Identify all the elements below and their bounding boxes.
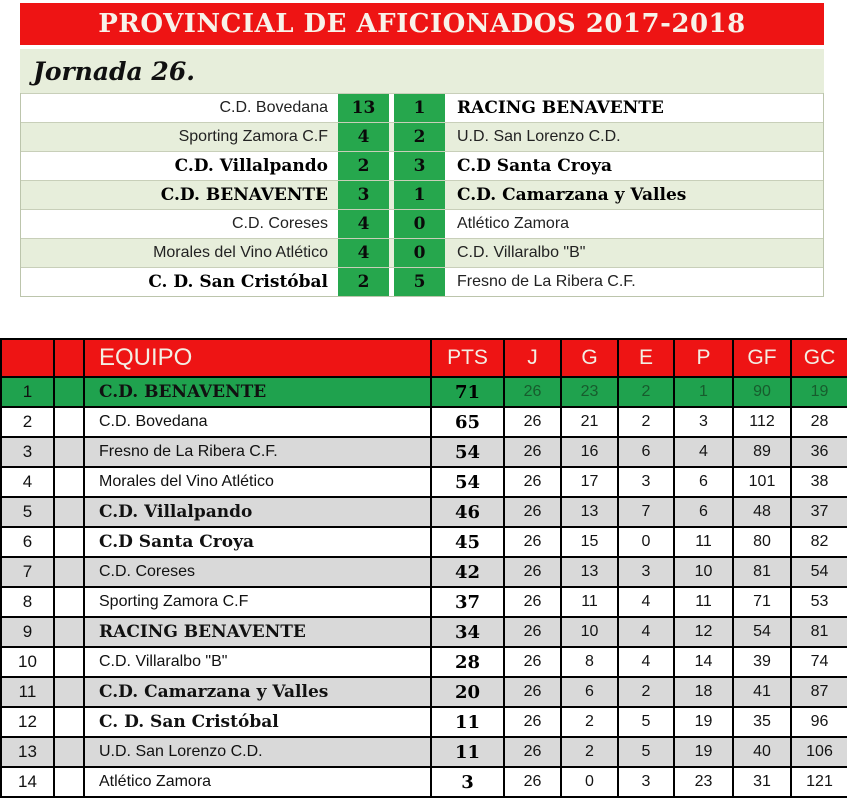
goals-against: 38 <box>791 467 847 497</box>
goals-for: 40 <box>733 737 791 767</box>
goals-for: 35 <box>733 707 791 737</box>
goals-for: 89 <box>733 437 791 467</box>
lost: 6 <box>674 467 733 497</box>
team-name: Morales del Vino Atlético <box>84 467 431 497</box>
points: 11 <box>431 707 504 737</box>
team-name: C.D. Camarzana y Valles <box>84 677 431 707</box>
home-score: 3 <box>338 181 389 209</box>
won: 8 <box>561 647 618 677</box>
spacer-cell <box>54 467 84 497</box>
goals-against: 121 <box>791 767 847 797</box>
home-team: C.D. BENAVENTE <box>160 185 328 205</box>
away-score: 2 <box>394 123 445 151</box>
points: 11 <box>431 737 504 767</box>
competition-banner <box>20 3 824 45</box>
played: 26 <box>504 707 561 737</box>
team-name: RACING BENAVENTE <box>84 617 431 647</box>
section-gap <box>0 297 847 338</box>
position: 7 <box>1 557 54 587</box>
lost: 14 <box>674 647 733 677</box>
table-row <box>1 557 847 587</box>
goals-for: 101 <box>733 467 791 497</box>
played: 26 <box>504 767 561 797</box>
points: 34 <box>431 617 504 647</box>
drawn: 7 <box>618 497 674 527</box>
away-score: 0 <box>394 239 445 267</box>
goals-for: 80 <box>733 527 791 557</box>
team-name: C.D. Bovedana <box>84 407 431 437</box>
goals-against: 54 <box>791 557 847 587</box>
points: 3 <box>431 767 504 797</box>
won: 13 <box>561 557 618 587</box>
match-row <box>21 122 823 151</box>
home-score: 4 <box>338 123 389 151</box>
lost: 12 <box>674 617 733 647</box>
spacer-cell <box>54 377 84 407</box>
match-row <box>21 151 823 180</box>
goals-against: 36 <box>791 437 847 467</box>
team-name: C.D. BENAVENTE <box>84 377 431 407</box>
match-row <box>21 180 823 209</box>
points: 37 <box>431 587 504 617</box>
table-row <box>1 587 847 617</box>
position: 3 <box>1 437 54 467</box>
lost: 11 <box>674 527 733 557</box>
goals-against: 53 <box>791 587 847 617</box>
table-row <box>1 617 847 647</box>
home-team: C.D. Coreses <box>231 215 328 232</box>
played: 26 <box>504 587 561 617</box>
won: 11 <box>561 587 618 617</box>
drawn: 4 <box>618 647 674 677</box>
team-name: C.D Santa Croya <box>84 527 431 557</box>
played: 26 <box>504 557 561 587</box>
won: 2 <box>561 707 618 737</box>
home-score: 2 <box>338 152 389 180</box>
header-g: G <box>561 339 618 377</box>
home-team: C.D. Villalpando <box>174 156 328 176</box>
played: 26 <box>504 437 561 467</box>
header-gc: GC <box>791 339 847 377</box>
position: 8 <box>1 587 54 617</box>
goals-against: 96 <box>791 707 847 737</box>
standings-header-row <box>1 339 847 377</box>
table-row <box>1 527 847 557</box>
team-name: C. D. San Cristóbal <box>84 707 431 737</box>
drawn: 4 <box>618 617 674 647</box>
won: 13 <box>561 497 618 527</box>
position: 10 <box>1 647 54 677</box>
won: 0 <box>561 767 618 797</box>
lost: 19 <box>674 707 733 737</box>
won: 23 <box>561 377 618 407</box>
lost: 10 <box>674 557 733 587</box>
team-name: Sporting Zamora C.F <box>84 587 431 617</box>
match-row <box>21 209 823 238</box>
table-row <box>1 737 847 767</box>
points: 54 <box>431 467 504 497</box>
drawn: 2 <box>618 377 674 407</box>
lost: 23 <box>674 767 733 797</box>
spacer-cell <box>54 557 84 587</box>
away-score: 1 <box>394 94 445 122</box>
spacer-cell <box>54 767 84 797</box>
spacer-cell <box>54 587 84 617</box>
points: 65 <box>431 407 504 437</box>
table-row <box>1 647 847 677</box>
goals-for: 112 <box>733 407 791 437</box>
position: 1 <box>1 377 54 407</box>
goals-against: 87 <box>791 677 847 707</box>
match-row <box>21 93 823 122</box>
goals-against: 28 <box>791 407 847 437</box>
played: 26 <box>504 647 561 677</box>
standings-table <box>0 338 847 798</box>
away-team: U.D. San Lorenzo C.D. <box>457 128 621 145</box>
played: 26 <box>504 497 561 527</box>
away-team: Fresno de La Ribera C.F. <box>457 273 636 290</box>
drawn: 3 <box>618 557 674 587</box>
lost: 11 <box>674 587 733 617</box>
match-row <box>21 238 823 267</box>
lost: 4 <box>674 437 733 467</box>
played: 26 <box>504 737 561 767</box>
team-name: Atlético Zamora <box>84 767 431 797</box>
position: 4 <box>1 467 54 497</box>
team-name: C.D. Villaralbo "B" <box>84 647 431 677</box>
team-name: Fresno de La Ribera C.F. <box>84 437 431 467</box>
jornada-band <box>20 49 824 93</box>
goals-for: 81 <box>733 557 791 587</box>
points: 46 <box>431 497 504 527</box>
team-name: U.D. San Lorenzo C.D. <box>84 737 431 767</box>
table-row <box>1 677 847 707</box>
goals-for: 41 <box>733 677 791 707</box>
home-score: 4 <box>338 210 389 238</box>
match-row <box>21 267 823 296</box>
goals-against: 19 <box>791 377 847 407</box>
away-team: RACING BENAVENTE <box>457 98 664 118</box>
table-row <box>1 407 847 437</box>
points: 45 <box>431 527 504 557</box>
header-spacer <box>54 339 84 377</box>
lost: 1 <box>674 377 733 407</box>
played: 26 <box>504 377 561 407</box>
goals-against: 37 <box>791 497 847 527</box>
goals-against: 81 <box>791 617 847 647</box>
team-name: C.D. Villalpando <box>84 497 431 527</box>
away-score: 0 <box>394 210 445 238</box>
away-score: 5 <box>394 268 445 296</box>
header-gf: GF <box>733 339 791 377</box>
header-equipo: EQUIPO <box>84 339 431 377</box>
points: 54 <box>431 437 504 467</box>
away-team: C.D. Villaralbo "B" <box>457 244 586 261</box>
points: 42 <box>431 557 504 587</box>
spacer-cell <box>54 707 84 737</box>
header-j: J <box>504 339 561 377</box>
won: 10 <box>561 617 618 647</box>
home-team: C. D. San Cristóbal <box>148 272 328 292</box>
position: 11 <box>1 677 54 707</box>
position: 5 <box>1 497 54 527</box>
position: 9 <box>1 617 54 647</box>
table-row <box>1 707 847 737</box>
table-row <box>1 467 847 497</box>
goals-against: 82 <box>791 527 847 557</box>
spacer-cell <box>54 407 84 437</box>
home-team: C.D. Bovedana <box>219 99 328 116</box>
points: 20 <box>431 677 504 707</box>
won: 21 <box>561 407 618 437</box>
position: 6 <box>1 527 54 557</box>
drawn: 5 <box>618 737 674 767</box>
competition-title: PROVINCIAL DE AFICIONADOS 2017-2018 <box>98 9 746 39</box>
spacer-cell <box>54 617 84 647</box>
spacer-cell <box>54 437 84 467</box>
drawn: 5 <box>618 707 674 737</box>
drawn: 2 <box>618 677 674 707</box>
points: 71 <box>431 377 504 407</box>
drawn: 6 <box>618 437 674 467</box>
drawn: 4 <box>618 587 674 617</box>
home-team: Morales del Vino Atlético <box>153 244 328 261</box>
table-row <box>1 437 847 467</box>
away-team: C.D. Camarzana y Valles <box>457 185 687 205</box>
table-row <box>1 767 847 797</box>
results-table <box>20 93 824 297</box>
table-row <box>1 497 847 527</box>
away-score: 1 <box>394 181 445 209</box>
header-position <box>1 339 54 377</box>
position: 12 <box>1 707 54 737</box>
home-score: 2 <box>338 268 389 296</box>
spacer-cell <box>54 497 84 527</box>
played: 26 <box>504 527 561 557</box>
drawn: 0 <box>618 527 674 557</box>
home-score: 13 <box>338 94 389 122</box>
position: 14 <box>1 767 54 797</box>
goals-for: 90 <box>733 377 791 407</box>
jornada-label: Jornada 26. <box>33 56 195 86</box>
played: 26 <box>504 407 561 437</box>
home-team: Sporting Zamora C.F <box>178 128 328 145</box>
spacer-cell <box>54 527 84 557</box>
played: 26 <box>504 617 561 647</box>
won: 16 <box>561 437 618 467</box>
won: 15 <box>561 527 618 557</box>
position: 2 <box>1 407 54 437</box>
spacer-cell <box>54 737 84 767</box>
drawn: 2 <box>618 407 674 437</box>
lost: 3 <box>674 407 733 437</box>
away-score: 3 <box>394 152 445 180</box>
goals-against: 106 <box>791 737 847 767</box>
won: 2 <box>561 737 618 767</box>
won: 17 <box>561 467 618 497</box>
goals-for: 39 <box>733 647 791 677</box>
team-name: C.D. Coreses <box>84 557 431 587</box>
points: 28 <box>431 647 504 677</box>
away-team: C.D Santa Croya <box>457 156 612 176</box>
spacer-cell <box>54 647 84 677</box>
header-pts: PTS <box>431 339 504 377</box>
lost: 18 <box>674 677 733 707</box>
goals-for: 48 <box>733 497 791 527</box>
drawn: 3 <box>618 467 674 497</box>
spacer-cell <box>54 677 84 707</box>
played: 26 <box>504 677 561 707</box>
won: 6 <box>561 677 618 707</box>
drawn: 3 <box>618 767 674 797</box>
header-p: P <box>674 339 733 377</box>
away-team: Atlético Zamora <box>457 215 570 232</box>
home-score: 4 <box>338 239 389 267</box>
goals-for: 71 <box>733 587 791 617</box>
table-row <box>1 377 847 407</box>
played: 26 <box>504 467 561 497</box>
goals-for: 54 <box>733 617 791 647</box>
goals-for: 31 <box>733 767 791 797</box>
goals-against: 74 <box>791 647 847 677</box>
position: 13 <box>1 737 54 767</box>
lost: 6 <box>674 497 733 527</box>
header-e: E <box>618 339 674 377</box>
lost: 19 <box>674 737 733 767</box>
